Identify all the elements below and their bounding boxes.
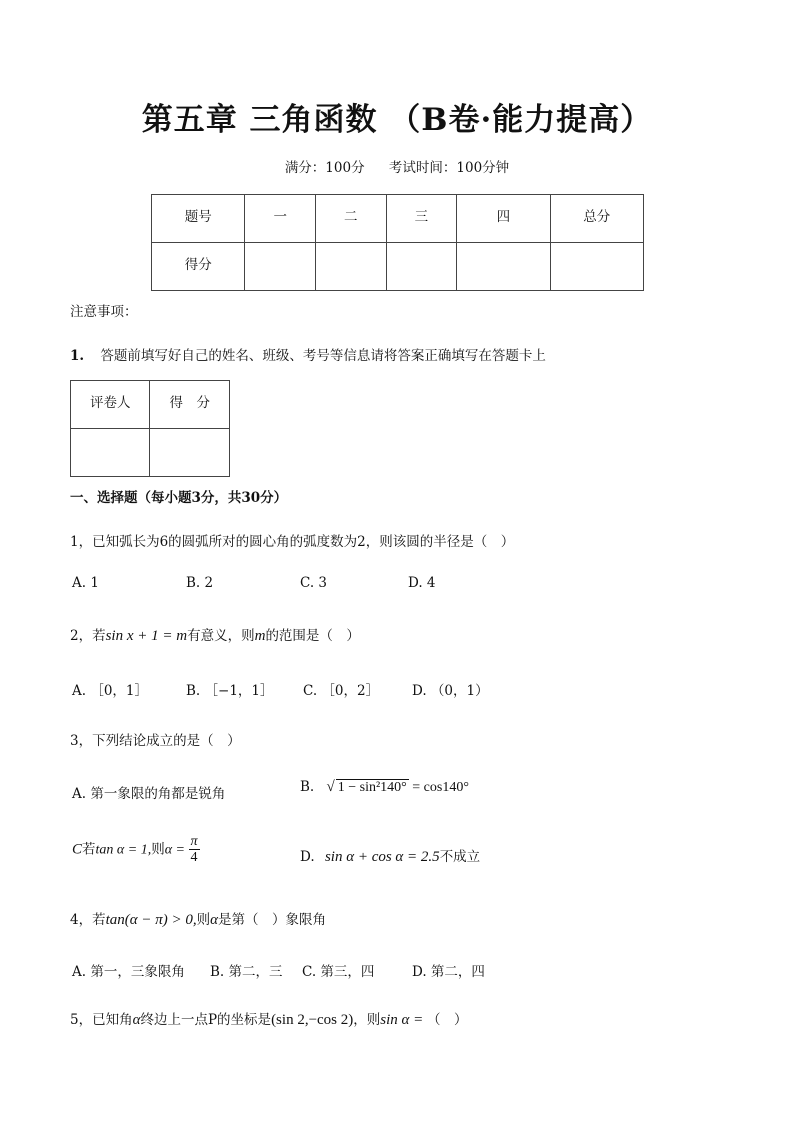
score-table	[151, 194, 644, 291]
q3-option-b-rhs: = cos140°	[408, 780, 469, 795]
table-cell: 总分	[550, 195, 643, 243]
q3-option-b[interactable]	[300, 779, 469, 796]
q5-mid: 终边上一点P的坐标是	[140, 1012, 272, 1028]
q2-option-d[interactable]: D. （0，1）	[412, 683, 489, 699]
q3-option-d-label: D.	[300, 849, 315, 865]
q5-prefix: 5，已知角	[70, 1012, 133, 1028]
question-4-stem	[70, 908, 326, 929]
q1-option-a[interactable]: A. 1	[72, 575, 99, 591]
q2-option-a[interactable]: A. ［0，1］	[72, 683, 149, 699]
score-input-cell[interactable]	[315, 243, 386, 291]
q3-option-c-label: C	[72, 841, 83, 858]
q3-option-c-text2: 则	[151, 841, 165, 858]
q5-coord: (sin 2,−cos 2)	[271, 1012, 354, 1028]
table-cell: 得分	[152, 243, 245, 291]
q2-mid: 有意义，则	[187, 628, 255, 644]
fraction-denominator: 4	[190, 850, 198, 866]
notes-item-1	[70, 344, 546, 364]
fraction-numerator: π	[190, 834, 198, 849]
score-input-cell[interactable]	[550, 243, 643, 291]
section-heading: 一、选择题（每小题3分，共30分）	[70, 490, 288, 506]
sqrt-symbol: √	[326, 779, 335, 795]
grader-input-cell[interactable]	[71, 429, 150, 477]
score-input-cell[interactable]	[386, 243, 457, 291]
q2-var: m	[254, 628, 266, 644]
q3-option-c-math1: tan α = 1,	[95, 842, 152, 858]
table-row	[71, 429, 230, 477]
fraction	[189, 834, 200, 866]
q2-prefix: 2，若	[70, 628, 106, 644]
q4-option-b[interactable]: B. 第二，三	[210, 964, 283, 980]
q4-option-a[interactable]: A. 第一，三象限角	[72, 964, 185, 980]
q3-option-d-math: sin α + cos α = 2.5	[324, 849, 440, 865]
q4-math: tan(α − π) > 0,	[105, 912, 197, 928]
table-cell: 得 分	[150, 381, 230, 429]
page-title: 第五章 三角函数 （B卷·能力提高）	[141, 102, 653, 138]
q4-option-c[interactable]: C. 第三，四	[302, 964, 375, 980]
notes-heading: 注意事项：	[70, 304, 138, 320]
notes-item-text: 答题前填写好自己的姓名、班级、考号等信息请将答案正确填写在答题卡上	[100, 348, 546, 364]
table-row	[152, 243, 644, 291]
q4-mid: 则	[196, 912, 211, 928]
q4-prefix: 4，若	[70, 912, 106, 928]
q1-option-d[interactable]: D. 4	[408, 575, 436, 591]
full-score: 满分：100分	[284, 160, 365, 176]
table-cell: 题号	[152, 195, 245, 243]
q5-math: sin α =	[380, 1012, 428, 1028]
q2-option-b[interactable]: B. ［−1，1］	[186, 683, 274, 699]
table-cell: 一	[245, 195, 316, 243]
exam-info	[0, 156, 794, 176]
q3-option-b-label: B.	[300, 779, 315, 795]
table-row	[152, 195, 644, 243]
score-input-cell[interactable]	[245, 243, 316, 291]
q2-suffix: 的范围是（ ）	[265, 628, 360, 644]
score-input-cell[interactable]	[457, 243, 550, 291]
q3-option-d[interactable]	[300, 845, 480, 866]
notes-item-number: 1.	[70, 348, 85, 364]
q3-option-a[interactable]: A. 第一象限的角都是锐角	[72, 786, 226, 802]
grader-input-cell[interactable]	[150, 429, 230, 477]
q4-suffix: 是第（ ）象限角	[218, 912, 327, 928]
table-cell: 四	[457, 195, 550, 243]
q5-mid2: ，则	[353, 1012, 381, 1028]
table-cell: 三	[386, 195, 457, 243]
q1-option-c[interactable]: C. 3	[300, 575, 328, 591]
q5-var: α	[132, 1012, 141, 1028]
q4-var: α	[210, 912, 219, 928]
q3-option-c-math2: α =	[164, 842, 189, 858]
q3-option-d-text: 不成立	[439, 849, 481, 865]
question-5-stem	[70, 1008, 468, 1029]
q4-option-d[interactable]: D. 第二，四	[412, 964, 485, 980]
question-1-stem: 1，已知弧长为6的圆弧所对的圆心角的弧度数为2，则该圆的半径是（ ）	[70, 534, 515, 550]
q3-option-c-text1: 若	[82, 841, 96, 858]
grader-table	[70, 380, 230, 477]
q5-suffix: （ ）	[427, 1012, 468, 1028]
question-2-stem	[70, 624, 360, 645]
question-3-stem: 3，下列结论成立的是（ ）	[70, 733, 241, 749]
q3-option-c[interactable]	[72, 834, 200, 866]
table-cell: 二	[315, 195, 386, 243]
q3-option-b-radicand: 1 − sin²140°	[337, 780, 407, 795]
q2-option-c[interactable]: C. ［0，2］	[303, 683, 380, 699]
q2-math: sin x + 1 = m	[105, 628, 188, 644]
table-row	[71, 381, 230, 429]
q1-option-b[interactable]: B. 2	[186, 575, 214, 591]
table-cell: 评卷人	[71, 381, 150, 429]
exam-time: 考试时间：100分钟	[388, 160, 510, 176]
